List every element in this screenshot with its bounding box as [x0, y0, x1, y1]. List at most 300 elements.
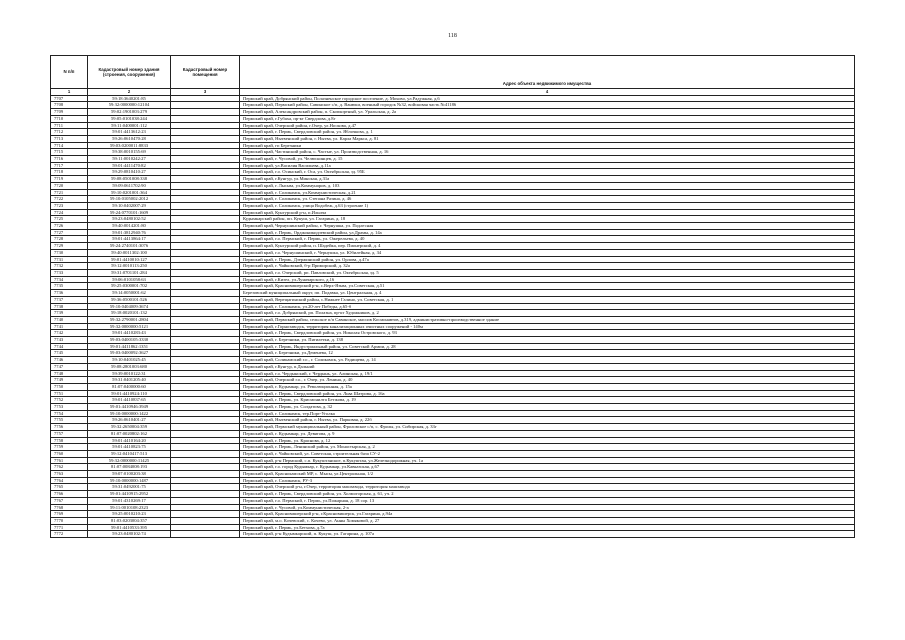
- row-number: 7726: [51, 223, 88, 230]
- cadastral-building-number: 59:07:0100203:38: [88, 471, 171, 478]
- row-number: 7772: [51, 531, 88, 538]
- object-address: Пермский край, Пермский муниципальный район, Фроловское с/п, с. Фролы, ул. Сибирская, д. 33г: [240, 424, 855, 431]
- cadastral-building-number: 59:29:0810410:27: [88, 169, 171, 176]
- table-row: [51, 129, 855, 136]
- object-address: Пермский край, м.о. Кочевский, с. Кочево, ул. Анны Хомяковой, д. 27: [240, 518, 855, 525]
- object-address: Пермский край, г. Пермь, Свердловский район, ул. Николая Островского, д. 93: [240, 330, 855, 337]
- cadastral-premises-number: [171, 176, 240, 183]
- row-number: 7767: [51, 497, 88, 504]
- cadastral-premises-number: [171, 518, 240, 525]
- row-number: 7754: [51, 410, 88, 417]
- table-row: [51, 343, 855, 350]
- cadastral-building-number: 81:07:0020802:162: [88, 430, 171, 437]
- table-row: [51, 296, 855, 303]
- object-address: Пермский край, г. Кудымкар, ул. Революционная, д. 15а: [240, 383, 855, 390]
- row-number: 7725: [51, 216, 88, 223]
- cadastral-premises-number: [171, 209, 240, 216]
- row-number: 7727: [51, 229, 88, 236]
- cadastral-premises-number: [171, 437, 240, 444]
- row-number: 7720: [51, 182, 88, 189]
- row-number: 7711: [51, 122, 88, 129]
- table-row: [51, 310, 855, 317]
- cadastral-premises-number: [171, 223, 240, 230]
- cadastral-premises-number: [171, 424, 240, 431]
- cadastral-premises-number: [171, 404, 240, 411]
- table-row: [51, 209, 855, 216]
- table-row: [51, 202, 855, 209]
- object-address: Пермский край, г.о. Очерский, рп. Павловский, ул. Октябрьская, зд. 5: [240, 269, 855, 276]
- table-row: [51, 457, 855, 464]
- object-address: Пермский край, г. Кудымкар, ул. Девятова, д. 9: [240, 430, 855, 437]
- table-header-row: [51, 56, 855, 89]
- table-row: [51, 115, 855, 122]
- row-number: 7736: [51, 290, 88, 297]
- object-address: Пермский край, р-н Пермский, с.п. Кукуштанское, п.Кукуштан, ул.Железнодорожная, уч. 1а: [240, 457, 855, 464]
- cadastral-premises-number: [171, 243, 240, 250]
- cadastral-building-number: 59:10:0105002:2012: [88, 196, 171, 203]
- object-address: Пермский край, г. Пермь, ул.Бетхова, д.7а: [240, 524, 855, 531]
- cadastral-building-number: 59:05:0101038:244: [88, 115, 171, 122]
- table-row: [51, 424, 855, 431]
- table-row: [51, 223, 855, 230]
- object-address: Пермский край, г.о. Пермский, г. Пермь, ул. Ожерельева, д. 40: [240, 236, 855, 243]
- cadastral-building-number: 59:32:0000000:12104: [88, 102, 171, 109]
- cadastral-building-number: 59:01:4410010:127: [88, 256, 171, 263]
- cadastral-premises-number: [171, 457, 240, 464]
- cadastral-premises-number: [171, 102, 240, 109]
- cadastral-premises-number: [171, 377, 240, 384]
- table-row: [51, 249, 855, 256]
- row-number: 7729: [51, 243, 88, 250]
- cadastral-building-number: 59:23:0480102:74: [88, 531, 171, 538]
- table-row: [51, 303, 855, 310]
- row-number: 7733: [51, 269, 88, 276]
- table-row: [51, 417, 855, 424]
- row-number: 7748: [51, 370, 88, 377]
- column-number: 4: [240, 89, 855, 96]
- cadastral-building-number: 81:07:0400000:60: [88, 383, 171, 390]
- cadastral-premises-number: [171, 383, 240, 390]
- cadastral-building-number: 59:31:0701101:284: [88, 269, 171, 276]
- table-row: [51, 290, 855, 297]
- object-address: Пермский край, г. Пермь, Индустриальный район, ул. Советской Армии, д. 28: [240, 343, 855, 350]
- table-row: [51, 404, 855, 411]
- cadastral-premises-number: [171, 303, 240, 310]
- cadastral-premises-number: [171, 256, 240, 263]
- table-row: [51, 410, 855, 417]
- cadastral-premises-number: [171, 337, 240, 344]
- cadastral-premises-number: [171, 135, 240, 142]
- table-row: [51, 169, 855, 176]
- table-row: [51, 196, 855, 203]
- row-number: 7715: [51, 149, 88, 156]
- cadastral-premises-number: [171, 444, 240, 451]
- cadastral-premises-number: [171, 390, 240, 397]
- cadastral-premises-number: [171, 276, 240, 283]
- cadastral-building-number: 59:36:0500101:526: [88, 296, 171, 303]
- row-number: 7755: [51, 417, 88, 424]
- cadastral-premises-number: [171, 464, 240, 471]
- object-address: Пермский край, Пермский район, сельское п/п Савинское, массив Космонавтов, д.319, административно-производственное здание: [240, 316, 855, 323]
- cadastral-premises-number: [171, 236, 240, 243]
- row-number: 7709: [51, 109, 88, 116]
- object-address: Пермский край, Краснокамский МР, с. Мысы, ул.Центральная, 1/2: [240, 471, 855, 478]
- row-number: 7707: [51, 95, 88, 102]
- row-number: 7714: [51, 142, 88, 149]
- object-address: Пермский край, г. Пермь, Орджоникидзевский район, ул.Драмы, д. 14а: [240, 229, 855, 236]
- cadastral-premises-number: [171, 129, 240, 136]
- table-row: [51, 156, 855, 163]
- cadastral-building-number: 59:25:0300001:702: [88, 283, 171, 290]
- object-address: Пермский край, р-н Кудымкарский, п. Кукуш, ул. Гагарина, д. 107а: [240, 531, 855, 538]
- cadastral-building-number: 59:14:0050001:62: [88, 290, 171, 297]
- cadastral-premises-number: [171, 323, 240, 330]
- table-row: [51, 477, 855, 484]
- cadastral-premises-number: [171, 263, 240, 270]
- cadastral-building-number: 59:18:0020101:132: [88, 310, 171, 317]
- table-row: [51, 518, 855, 525]
- table-row: [51, 189, 855, 196]
- cadastral-building-number: 81:03:0203004:357: [88, 518, 171, 525]
- table-row: [51, 263, 855, 270]
- object-address: Пермский край, г.о. Осинский, г. Оса, ул. Октябрьская, зд. 95Б: [240, 169, 855, 176]
- cadastral-premises-number: [171, 477, 240, 484]
- object-address: Пермский край, г.Губаха, пр-кт Свердлова, д.8г: [240, 115, 855, 122]
- cadastral-premises-number: [171, 142, 240, 149]
- cadastral-premises-number: [171, 531, 240, 538]
- cadastral-building-number: 59:18:3640201:85: [88, 95, 171, 102]
- cadastral-building-number: 59:32:2650004:359: [88, 424, 171, 431]
- object-address: Пермский край, Очерский район, г.Очер, ул.Носкова, д.47: [240, 122, 855, 129]
- row-number: 7768: [51, 504, 88, 511]
- cadastral-building-number: 59:08:2801003:680: [88, 363, 171, 370]
- cadastral-building-number: 59:24:2740101:3076: [88, 243, 171, 250]
- table-row: [51, 383, 855, 390]
- table-row: [51, 363, 855, 370]
- row-number: 7708: [51, 102, 88, 109]
- table-row: [51, 229, 855, 236]
- object-address: Пермский край, Соликамский г.о., г. Соликамск, ул. Радищева, д. 14: [240, 357, 855, 364]
- cadastral-premises-number: [171, 430, 240, 437]
- cadastral-building-number: 59:01:4410283:43: [88, 330, 171, 337]
- object-address: Пермский край, Пермский район, Савинское с/п, д. Ванюки, военный городок №32, войсковая часть №41186: [240, 102, 855, 109]
- row-number: 7757: [51, 430, 88, 437]
- object-address: Пермский край, г.о. город Кудымкар, г. Кудымкар, ул.Кавказская, д.67: [240, 464, 855, 471]
- object-address: Пермский край, г. Соликамск, улица Водобеж, д.63 (строение 1): [240, 202, 855, 209]
- cadastral-premises-number: [171, 216, 240, 223]
- object-address: Пермский край, г. Чусовой, ул. Челюскинцев, д. 15: [240, 156, 855, 163]
- cadastral-building-number: 59:10:0401025:45: [88, 357, 171, 364]
- table-row: [51, 122, 855, 129]
- table-row: [51, 142, 855, 149]
- object-address: Пермский край, Кунгурский р-н, п.Ильича: [240, 209, 855, 216]
- object-address: Пермский край, г. Пермь, Ленинский район, ул. Монастырская, д. 2: [240, 444, 855, 451]
- cadastral-building-number: 59:06:0101058:63: [88, 276, 171, 283]
- cadastral-premises-number: [171, 156, 240, 163]
- row-number: 7744: [51, 343, 88, 350]
- object-address: Пермский край, Верещагинский район, с.Нижнее Галино, ул. Советская, д. 1: [240, 296, 855, 303]
- cadastral-building-number: 59:38:0010155:69: [88, 149, 171, 156]
- cadastral-building-number: 59:02:1901003:279: [88, 109, 171, 116]
- table-row: [51, 471, 855, 478]
- table-row: [51, 511, 855, 518]
- cadastral-premises-number: [171, 162, 240, 169]
- table-row: [51, 350, 855, 357]
- object-address: Пермский край, г. Пермь, Дзержинский район, ул. Орлова, д.47а: [240, 256, 855, 263]
- cadastral-premises-number: [171, 95, 240, 102]
- cadastral-premises-number: [171, 196, 240, 203]
- object-address: Пермский край, г. Соликамск, ул.20-лет Победы, д.65-б: [240, 303, 855, 310]
- row-number: 7771: [51, 524, 88, 531]
- col-header-cadastral-premises: Кадастровый номер помещения: [171, 56, 240, 89]
- table-row: [51, 370, 855, 377]
- object-address: Пермский край, г.Кунгур, ул.Минская, д.31а: [240, 176, 855, 183]
- table-row: [51, 437, 855, 444]
- cadastral-building-number: 59:01:4413612:23: [88, 129, 171, 136]
- cadastral-premises-number: [171, 343, 240, 350]
- cadastral-building-number: 59:10:0201001:364: [88, 189, 171, 196]
- object-address: Пермский край, гп Березники: [240, 142, 855, 149]
- table-row: [51, 484, 855, 491]
- row-number: 7719: [51, 176, 88, 183]
- cadastral-premises-number: [171, 484, 240, 491]
- table-row: [51, 269, 855, 276]
- col-header-address: Адрес объекта недвижимого имущества: [240, 56, 855, 89]
- row-number: 7752: [51, 397, 88, 404]
- cadastral-building-number: 59:12:0410417:513: [88, 450, 171, 457]
- cadastral-premises-number: [171, 269, 240, 276]
- row-number: 7737: [51, 296, 88, 303]
- table-row: [51, 377, 855, 384]
- object-address: Пермский край, Красновишерский р-н, с.Верх-Язьва, ул.Советская, д.51: [240, 283, 855, 290]
- cadastral-building-number: 59:23:0480102:52: [88, 216, 171, 223]
- cadastral-building-number: 59:01:3812940:76: [88, 229, 171, 236]
- table-row: [51, 176, 855, 183]
- cadastral-building-number: 59:10:0404009:3674: [88, 303, 171, 310]
- table-row: [51, 497, 855, 504]
- table-row: [51, 464, 855, 471]
- cadastral-premises-number: [171, 169, 240, 176]
- row-number: 7713: [51, 135, 88, 142]
- object-address: Пермский край, г. Березники, ул. Пятилетки, д. 138: [240, 337, 855, 344]
- row-number: 7710: [51, 115, 88, 122]
- object-address: Пермский край, Красновишерский р-н, г.Красновишерск, ул.Гагарина, д.94а: [240, 511, 855, 518]
- object-address: Пермский край, Кунгурский район, п. Шадейка, пер. Пионерский, д. 4: [240, 243, 855, 250]
- column-number-row: [51, 89, 855, 96]
- page-number: 118: [448, 33, 457, 39]
- table-row: [51, 256, 855, 263]
- cadastral-building-number: 59:31:0492001:75: [88, 484, 171, 491]
- cadastral-premises-number: [171, 316, 240, 323]
- table-row: [51, 149, 855, 156]
- table-row: [51, 162, 855, 169]
- cadastral-building-number: 59:03:0400092:3627: [88, 350, 171, 357]
- cadastral-premises-number: [171, 511, 240, 518]
- cadastral-premises-number: [171, 182, 240, 189]
- table-row: [51, 102, 855, 109]
- row-number: 7758: [51, 437, 88, 444]
- table-row: [51, 135, 855, 142]
- row-number: 7721: [51, 189, 88, 196]
- cadastral-building-number: 59:10:0402007:29: [88, 202, 171, 209]
- row-number: 7739: [51, 310, 88, 317]
- cadastral-premises-number: [171, 350, 240, 357]
- row-number: 7735: [51, 283, 88, 290]
- cadastral-premises-number: [171, 410, 240, 417]
- cadastral-premises-number: [171, 149, 240, 156]
- table-row: [51, 216, 855, 223]
- object-address: Пермский край, г. Чайковский, ул. Советская, строительная база СУ-2: [240, 450, 855, 457]
- cadastral-premises-number: [171, 229, 240, 236]
- column-number: 2: [88, 89, 171, 96]
- row-number: 7732: [51, 263, 88, 270]
- object-address: Пермский край, Чернушинский район, г. Чернушка, ул. Подлесная: [240, 223, 855, 230]
- object-address: Пермский край, Нытвенский район, г. Нытва, ул. Карла Маркса, д. 81: [240, 135, 855, 142]
- row-number: 7722: [51, 196, 88, 203]
- cadastral-building-number: 59:31:0401205:40: [88, 377, 171, 384]
- row-number: 7730: [51, 249, 88, 256]
- table-row: [51, 109, 855, 116]
- cadastral-building-number: 59:03:0200011:8833: [88, 142, 171, 149]
- cadastral-building-number: 59:12:0010113:250: [88, 263, 171, 270]
- row-number: 7718: [51, 169, 88, 176]
- object-address: Пермский край, Нытвенский район, г. Нытва, ул. Парковая, д. 22б: [240, 417, 855, 424]
- table-row: [51, 276, 855, 283]
- cadastral-premises-number: [171, 471, 240, 478]
- cadastral-premises-number: [171, 417, 240, 424]
- cadastral-building-number: 59:25:0010210:23: [88, 511, 171, 518]
- object-address: Пермский край, г.о. Чернушинский, г. Чернушка, ул. Юбилейная, д. 34: [240, 249, 855, 256]
- table-row: [51, 397, 855, 404]
- row-number: 7770: [51, 518, 88, 525]
- table-row: [51, 182, 855, 189]
- row-number: 7751: [51, 390, 88, 397]
- row-number: 7762: [51, 464, 88, 471]
- cadastral-building-number: 59:01:4310269:17: [88, 497, 171, 504]
- col-header-cadastral-building: Кадастровый номер здания (строения, сооружения): [88, 56, 171, 89]
- table-row: [51, 357, 855, 364]
- column-number: 1: [51, 89, 88, 96]
- cadastral-building-number: 59:10:0000000:1487: [88, 477, 171, 484]
- row-number: 7740: [51, 316, 88, 323]
- cadastral-building-number: 59:26:0610401:27: [88, 417, 171, 424]
- object-address: Пермский край, ул.Василия Васильева, д.11а: [240, 162, 855, 169]
- table-row: [51, 444, 855, 451]
- cadastral-premises-number: [171, 202, 240, 209]
- object-address: Пермский край, г.Кизел, ул.Луначарского, д.16: [240, 276, 855, 283]
- row-number: 7742: [51, 330, 88, 337]
- row-number: 7763: [51, 471, 88, 478]
- cadastral-premises-number: [171, 290, 240, 297]
- row-number: 7723: [51, 202, 88, 209]
- table-row: [51, 243, 855, 250]
- object-address: Пермский край, Добрянский район, Полазненское городское поселение, д. Мохово, ул.Радужная, д.6: [240, 95, 855, 102]
- cadastral-building-number: 59:01:4413864:17: [88, 236, 171, 243]
- object-address: Пермский край, г. Соликамск, тер.Порт-Уголка: [240, 410, 855, 417]
- object-address: Пермский край, г. Чусовой, ул.Коммунистическая, 2-а: [240, 504, 855, 511]
- cadastral-premises-number: [171, 249, 240, 256]
- object-address: Пермский край, г.Кунгур, п.Дальний: [240, 363, 855, 370]
- cadastral-premises-number: [171, 363, 240, 370]
- row-number: 7717: [51, 162, 88, 169]
- object-address: Пермский край, г.о. Чердынский, г. Чердынь, ул. Алинская, д. 19/1: [240, 370, 855, 377]
- cadastral-building-number: 59:26:0610470:28: [88, 135, 171, 142]
- cadastral-building-number: 59:32:2790001:2804: [88, 316, 171, 323]
- cadastral-building-number: 59:09:0611702:90: [88, 182, 171, 189]
- cadastral-building-number: 59:01:4411862:1351: [88, 343, 171, 350]
- row-number: 7766: [51, 491, 88, 498]
- cadastral-building-number: 59:40:0011302:100: [88, 249, 171, 256]
- row-number: 7741: [51, 323, 88, 330]
- row-number: 7756: [51, 424, 88, 431]
- object-address: Пермский край, г.о. Добрянский, рп. Полазна, пр-кт Художников, д. 2: [240, 310, 855, 317]
- cadastral-premises-number: [171, 497, 240, 504]
- object-address: Пермский край, г.Горнозаводск, территория канализационных очистных сооружений - 140м: [240, 323, 855, 330]
- cadastral-premises-number: [171, 310, 240, 317]
- cadastral-building-number: 59:32:0000000:11425: [88, 457, 171, 464]
- row-number: 7765: [51, 484, 88, 491]
- cadastral-building-number: 59:11:0010108:2323: [88, 504, 171, 511]
- cadastral-premises-number: [171, 283, 240, 290]
- cadastral-building-number: 59:01:4410915:2952: [88, 491, 171, 498]
- row-number: 7769: [51, 511, 88, 518]
- cadastral-premises-number: [171, 122, 240, 129]
- row-number: 7738: [51, 303, 88, 310]
- row-number: 7746: [51, 357, 88, 364]
- cadastral-premises-number: [171, 115, 240, 122]
- row-number: 7712: [51, 129, 88, 136]
- cadastral-premises-number: [171, 296, 240, 303]
- table-row: [51, 95, 855, 102]
- cadastral-building-number: 59:01:4410164:20: [88, 437, 171, 444]
- object-address: Пермский край, г. Чайковский, б-р Приморский, д. 32а: [240, 263, 855, 270]
- table-row: [51, 283, 855, 290]
- object-address: Пермский край, Очерский г.о., г. Очер, ул. Ленина, д. 40: [240, 377, 855, 384]
- table-row: [51, 316, 855, 323]
- row-number: 7734: [51, 276, 88, 283]
- table-row: [51, 330, 855, 337]
- cadastral-building-number: 59:24:0770101:1609: [88, 209, 171, 216]
- row-number: 7731: [51, 256, 88, 263]
- object-address: Пермский край, г. Лысьва, ул.Коммунаров, д. 103: [240, 182, 855, 189]
- object-address: Пермский край, г. Пермь, Свердловский район, ул. Холмогорская, д. 61, уч. 2: [240, 491, 855, 498]
- table-row: [51, 504, 855, 511]
- object-address: Пермский край, г. Соликамск, РУ-3: [240, 477, 855, 484]
- registry-table: [50, 55, 855, 538]
- table-row: [51, 236, 855, 243]
- row-number: 7724: [51, 209, 88, 216]
- cadastral-building-number: 59:01:4410924:110: [88, 390, 171, 397]
- cadastral-premises-number: [171, 491, 240, 498]
- object-address: Пермский край, г. Пермь, ул. Краснова, д. 12: [240, 437, 855, 444]
- table-row: [51, 337, 855, 344]
- object-address: Пермский край, г. Соликамск, ул.Коммунистическая, д.21: [240, 189, 855, 196]
- cadastral-building-number: 59:01:4410823:75: [88, 444, 171, 451]
- cadastral-building-number: 59:01:4410837:65: [88, 397, 171, 404]
- object-address: Пермский край, Александровский район, п. Скопкортный, ул. Уральская, д. 2а: [240, 109, 855, 116]
- row-number: 7761: [51, 457, 88, 464]
- table-row: [51, 524, 855, 531]
- table-row: [51, 450, 855, 457]
- row-number: 7747: [51, 363, 88, 370]
- cadastral-premises-number: [171, 524, 240, 531]
- col-header-num: N п/п: [51, 56, 88, 89]
- row-number: 7728: [51, 236, 88, 243]
- cadastral-building-number: 59:10:0000000:1422: [88, 410, 171, 417]
- object-address: Кудымкарский район, пп. Кукуш, ул. Гагарина, д. 18: [240, 216, 855, 223]
- row-number: 7759: [51, 444, 88, 451]
- cadastral-building-number: 59:01:4410533:395: [88, 524, 171, 531]
